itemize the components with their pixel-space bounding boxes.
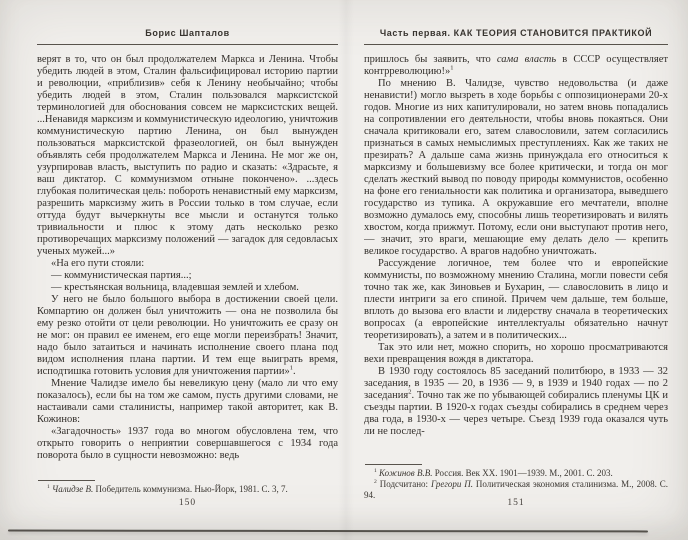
left-running-head-text: Борис Шапталов bbox=[145, 28, 230, 38]
left-footnotes bbox=[37, 484, 338, 495]
left-body-text bbox=[37, 54, 338, 475]
paragraph: В 1930 году состоялось 85 заседаний политбюро, в 1933 — 32 заседания, в 1935 — 20, в 1936 — 9, в 1939 и 1940 годах — по 2 заседания$^2$. Точно так же по убывающей собирались пленумы ЦК и съезды партии. В 1920-х годах съезды собирались в среднем через два года, в 1930-х — через четыре. Съезд 1939 года оказался чуть ли не послед- bbox=[364, 366, 668, 437]
left-page-number: 150 bbox=[178, 498, 197, 508]
right-footnotes bbox=[364, 468, 668, 500]
right-page-number: 151 bbox=[507, 498, 525, 508]
paragraph: По мнению В. Чалидзе, чувство недовольства (и даже ненависти!) могло вызреть в ходе борьбы с оппозиционерами 20-х годов. Многие из них капитулировали, но затем вновь попадались на сопротивлении его деятельности, чтобы вновь покаяться. Они сначала критиковали его, затем славословили, затем согласились признаться в самых немыслимых преступлениях. Как же таких не презирать? А дальше сама жизнь принуждала его относиться к марксизму и большевизму все более критически, и тогда он мог сделать жесткий вывод по поводу природы коммунистов, особенно на фоне его гениальности как политика и организатора, выведшего государство из тупика. А окружавшие его мечтатели, вполне возможно думалось ему, способны лишь теоретизировать и вилять хвостом, когда прижмут. Потому, если они выступают против него, — значит, это враги, мешающие ему делать дело — крепить великое государство. А врагов надобно уничтожать. bbox=[364, 78, 668, 257]
right-footnote-block bbox=[364, 464, 668, 500]
footnote: $^1$ Кожинов В.В. Россия. Век XX. 1901—1939. М., 2001. С. 203. bbox=[374, 468, 613, 478]
right-body-text bbox=[364, 54, 668, 460]
right-running-head-text: Часть первая. КАК ТЕОРИЯ СТАНОВИТСЯ ПРАКТИКОЙ bbox=[379, 28, 653, 38]
paragraph: Мнение Чалидзе имело бы невеликую цену (мало ли что ему показалось), если бы на том же самом, пусть другими словами, не настаивали сами сталинисты, например такой авторитет, как В. Кожинов: bbox=[37, 378, 338, 425]
paragraph: У него не было большого выбора в достижении своей цели. Компартию он должен был уничтожить — она не позволила бы ему резко отойти от цели революции. Но уничтожить ее сразу он не мог: он правил ее именем, его еще могли переизбрать! Значит, надо было затаиться и начинать исполнение своего плана под видом исполнения плана партии. И тем еще выиграть время, исподтишка готовить условия для уничтожения партии»$^1$. bbox=[37, 294, 338, 377]
right-running-head bbox=[364, 28, 668, 45]
paragraph: пришлось бы заявить, что сама власть в СССР осуществляет контрреволюцию!»$^1$ bbox=[364, 54, 668, 77]
footnote: $^1$ Чалидзе В. Победитель коммунизма. Нью-Йорк, 1981. С. 3, 7. bbox=[47, 484, 288, 494]
gutter-shadow bbox=[338, 0, 354, 540]
paragraph: — коммунистическая партия...; bbox=[51, 270, 192, 281]
scan-bottom-edge bbox=[8, 530, 648, 533]
left-footnote-block bbox=[37, 480, 338, 495]
left-footnote-rule bbox=[38, 480, 95, 481]
paragraph: верят в то, что он был продолжателем Маркса и Ленина. Чтобы убедить людей в этом, Сталин фальсифицировал историю партии и революции, «приблизив» себя к Ленину необычайно; чтобы убедить людей в этом, Сталин пользовался марксистской терминологией для обоснования совсем не марксистских вещей. ...Ненавидя марксизм и коммунистическую идеологию, уничтожив коммунистическую партию Ленина, он был вынужден пользоваться марксистской фразеологией, он был вынужден объявлять себя продолжателем Маркса и Ленина. Не мог же он, узурпировав власть, выступить по радио и сказать: «Здрасьте, я ваш диктатор. С коммунизмом отныне покончено». ...здесь глубокая политическая цель: побороть ненавистный ему марксизм, разрешить марксизму жить в России только в том случае, если оттуда будут вычеркнуты все мысли и останутся только тривиальности и плюс к этому дать несколько резко противоречащих марксизму положений — загадок для седовласых ученых мужей...» bbox=[37, 54, 338, 257]
paragraph: — крестьянская вольница, владевшая землей и хлебом. bbox=[51, 282, 299, 293]
paragraph: Так это или нет, можно спорить, но хорошо просматриваются вехи превращения вождя в диктатора. bbox=[364, 342, 668, 365]
right-page bbox=[364, 28, 668, 516]
paragraph: Рассуждение логичное, тем более что и европейские коммунисты, по возможному мнению Сталина, могли повести себя точно так же, как Зиновьев и Бухарин, — славословить в лицо и плести интриги за его спиной. Причем чем дальше, тем больше, вплоть до вызова его власти и лидерству сначала в теоретических вопросах (а европейские интеллектуалы обязательно начнут теоретизировать), а затем и в политических... bbox=[364, 258, 668, 341]
left-running-head bbox=[37, 28, 338, 45]
right-footnote-rule bbox=[365, 464, 422, 465]
paragraph: «Загадочность» 1937 года во многом обусловлена тем, что открыто говорить о неприятии совершавшегося с 1934 года поворота было в сущности невозможно: ведь bbox=[37, 426, 338, 461]
paragraph: «На его пути стояли: bbox=[51, 258, 145, 269]
left-page bbox=[37, 28, 338, 516]
footnote: $^2$ Подсчитано: Грегори П. Политическая экономия сталинизма. М., 2008. С. 94. bbox=[364, 478, 668, 500]
